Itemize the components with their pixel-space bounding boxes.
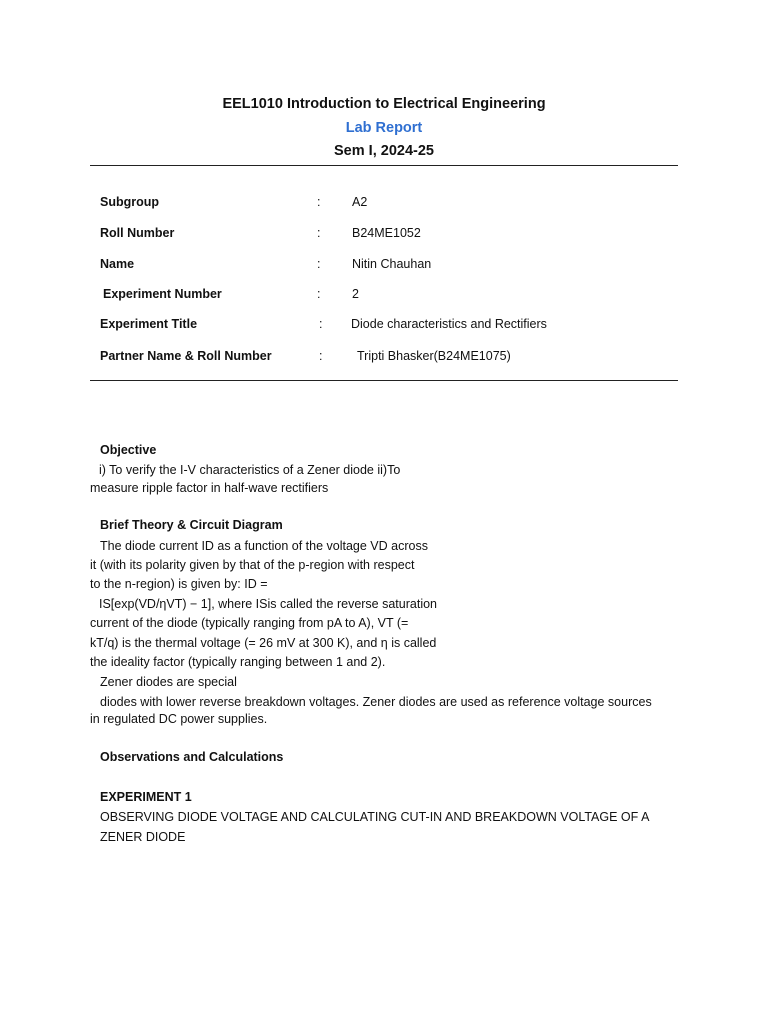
info-label-partner: Partner Name & Roll Number [100, 349, 272, 363]
experiment-1-line: OBSERVING DIODE VOLTAGE AND CALCULATING CUT-IN AND BREAKDOWN VOLTAGE OF A [100, 810, 650, 824]
report-type: Lab Report [345, 120, 423, 136]
theory-line: in regulated DC power supplies. [90, 712, 268, 726]
info-colon: : [317, 257, 321, 271]
info-label-experiment-number: Experiment Number [103, 287, 222, 301]
info-colon: : [317, 287, 321, 301]
objective-line: measure ripple factor in half-wave rectifiers [90, 481, 329, 495]
info-value-subgroup: A2 [352, 195, 368, 209]
info-value-roll-number: B24ME1052 [352, 226, 421, 240]
semester: Sem I, 2024-25 [334, 143, 434, 159]
experiment-1-line: ZENER DIODE [100, 830, 186, 844]
info-colon: : [319, 317, 323, 331]
info-value-partner: Tripti Bhasker(B24ME1075) [357, 349, 511, 363]
course-title: EEL1010 Introduction to Electrical Engineering [222, 96, 546, 112]
experiment-1-heading: EXPERIMENT 1 [100, 790, 192, 804]
info-value-experiment-number: 2 [352, 287, 359, 301]
observations-heading: Observations and Calculations [100, 750, 284, 764]
info-divider [90, 380, 678, 381]
theory-line: to the n-region) is given by: ID = [90, 577, 268, 591]
theory-line: The diode current ID as a function of the voltage VD across [100, 539, 428, 553]
header-divider [90, 165, 678, 166]
info-colon: : [319, 349, 323, 363]
objective-line: i) To verify the I-V characteristics of a Zener diode ii)To [99, 463, 401, 477]
theory-line: diodes with lower reverse breakdown voltages. Zener diodes are used as reference voltage sources [100, 695, 652, 709]
info-colon: : [317, 195, 321, 209]
info-value-name: Nitin Chauhan [352, 257, 432, 271]
theory-line: Zener diodes are special [100, 675, 237, 689]
theory-heading: Brief Theory & Circuit Diagram [100, 518, 283, 532]
info-label-experiment-title: Experiment Title [100, 317, 198, 331]
info-label-name: Name [100, 257, 135, 271]
info-label-roll-number: Roll Number [100, 226, 175, 240]
theory-line: kT/q) is the thermal voltage (= 26 mV at 300 K), and η is called [90, 636, 437, 650]
theory-line: it (with its polarity given by that of the p-region with respect [90, 558, 415, 572]
info-colon: : [317, 226, 321, 240]
info-value-experiment-title: Diode characteristics and Rectifiers [351, 317, 547, 331]
theory-line: current of the diode (typically ranging from pA to A), VT (= [90, 616, 409, 630]
theory-line: the ideality factor (typically ranging between 1 and 2). [90, 655, 386, 669]
objective-heading: Objective [100, 443, 157, 457]
theory-line: IS[exp(VD/ηVT) − 1], where ISis called the reverse saturation [99, 597, 438, 611]
info-label-subgroup: Subgroup [100, 195, 160, 209]
